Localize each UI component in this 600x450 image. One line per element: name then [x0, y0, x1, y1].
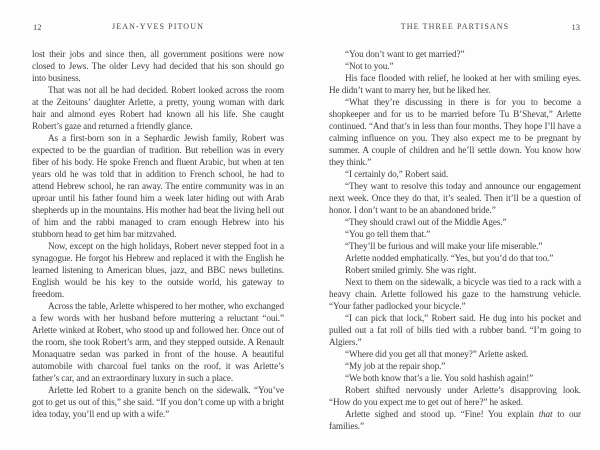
right-page	[329, 22, 581, 432]
paragraph	[32, 84, 284, 132]
text-run: lost their jobs and since then, all government positions were now closed to Jews. The older Levy had decided that his son should go into business.	[32, 49, 284, 83]
paragraph	[329, 72, 581, 96]
paragraph	[329, 276, 581, 312]
left-page-text	[32, 48, 284, 420]
text-run: “We both know that’s a lie. You sold hashish again!”	[345, 373, 534, 383]
right-page-header	[329, 22, 581, 34]
paragraph	[329, 96, 581, 168]
paragraph	[32, 300, 284, 384]
left-page	[32, 22, 284, 420]
text-run: Now, except on the high holidays, Robert never stepped foot in a synagogue. He forgot his Hebrew and replaced it with the English he learned listening to American blues, jazz, and BBC news bulletins. English would be his key to the outside world, his gateway to freedom.	[32, 241, 284, 299]
paragraph	[32, 384, 284, 420]
text-run: Arlette nodded emphatically. “Yes, but you’d do that too.”	[345, 253, 554, 263]
italic-text: that	[538, 409, 553, 419]
paragraph	[329, 372, 581, 384]
text-run: Robert shifted nervously under Arlette’s disapproving look. “How do you expect me to get out of here?” he asked.	[329, 385, 581, 407]
paragraph	[32, 48, 284, 84]
text-run: His face flooded with relief, he looked at her with smiling eyes. He didn’t want to marry her, but he liked her.	[329, 73, 581, 95]
paragraph	[329, 252, 581, 264]
text-run: “I can pick that lock,” Robert said. He dug into his pocket and pulled out a fat roll of bills tied with a rubber band. “I’m going to Algiers.”	[329, 313, 581, 347]
paragraph	[329, 180, 581, 216]
paragraph	[329, 216, 581, 228]
text-run: “Where did you get all that money?” Arlette asked.	[345, 349, 529, 359]
text-run: “What they’re discussing in there is for you to become a shopkeeper and for us to be married before Tu B’Shevat,” Arlette continued. “And that’s in less than four months. They hope I’ll have a calming influence on you. They also expect me to be pregnant by summer. A couple of children and he’ll settle down. You know how they think.”	[329, 97, 581, 167]
paragraph	[32, 240, 284, 300]
paragraph	[329, 264, 581, 276]
text-run: “My job at the repair shop.”	[345, 361, 446, 371]
paragraph	[329, 168, 581, 180]
text-run: “I certainly do,” Robert said.	[345, 169, 449, 179]
paragraph	[329, 360, 581, 372]
right-page-number: 13	[571, 22, 580, 32]
text-run: Arlette led Robert to a granite bench on the sidewalk. “You’ve got to get us out of this,” she said. “If you don’t come up with a bright idea today, you’ll end up with a wife.”	[32, 385, 284, 419]
text-run: “You don’t want to get married?”	[345, 49, 465, 59]
text-run: That was not all he had decided. Robert looked across the room at the Zeitouns’ daughter Arlette, a pretty, young woman with dark hair and almond eyes Robert had known all his life. She caught Robert’s gaze and returned a friendly glance.	[32, 85, 284, 131]
text-run: to our families.”	[329, 409, 581, 431]
paragraph	[329, 348, 581, 360]
paragraph	[329, 240, 581, 252]
paragraph	[329, 60, 581, 72]
text-run: “You go tell them that.”	[345, 229, 431, 239]
text-run: “They’ll be furious and will make your life miserable.”	[345, 241, 543, 251]
right-running-header: THE THREE PARTISANS	[400, 22, 510, 31]
text-run: As a first-born son in a Sephardic Jewish family, Robert was expected to be the guardian of tradition. But rebellion was in every fiber of his body. He spoke French and fluent Arabic, but when at ten years old he was told that in addition to French school, he had to attend Hebrew school, he ran away. The entire community was in an uproar until his father found him a week later hiding out with Arab shepherds up in the mountains. His mother had beat the living hell out of him and the rabbi managed to cram enough Hebrew into his stubborn head to get him bar mitzvahed.	[32, 133, 284, 239]
paragraph	[329, 312, 581, 348]
paragraph	[329, 408, 581, 432]
text-run: Robert smiled grimly. She was right.	[345, 265, 477, 275]
paragraph	[329, 384, 581, 408]
paragraph	[329, 228, 581, 240]
left-page-header	[32, 22, 284, 34]
text-run: “They want to resolve this today and announce our engagement next week. Once they do that, it’s sealed. Then it’ll be a question of honor. I don’t want to be an abandoned bride.”	[329, 181, 581, 215]
text-run: Across the table, Arlette whispered to her mother, who exchanged a few words with her husband before muttering a reluctant “oui.” Arlette winked at Robert, who stood up and followed her. Once out of the room, she took Robert’s arm, and they stepped outside. A Renault Monaquatre sedan was parked in front of the house. A beautiful automobile with charcoal fuel tanks on the roof, it was Arlette’s father’s car, and an extraordinary luxury in such a place.	[32, 301, 284, 383]
paragraph	[329, 48, 581, 60]
left-running-header: JEAN-YVES PITOUN	[112, 22, 204, 31]
left-page-number: 12	[33, 22, 42, 32]
text-run: “Not to you.”	[345, 61, 394, 71]
text-run: Arlette sighed and stood up. “Fine! You explain	[345, 409, 539, 419]
paragraph	[32, 132, 284, 240]
text-run: “They should crawl out of the Middle Ages.”	[345, 217, 507, 227]
right-page-text	[329, 48, 581, 432]
text-run: Next to them on the sidewalk, a bicycle was tied to a rack with a heavy chain. Arlette followed his gaze to the hamstrung vehicle. “Your father padlocked your bicycle.”	[329, 277, 581, 311]
